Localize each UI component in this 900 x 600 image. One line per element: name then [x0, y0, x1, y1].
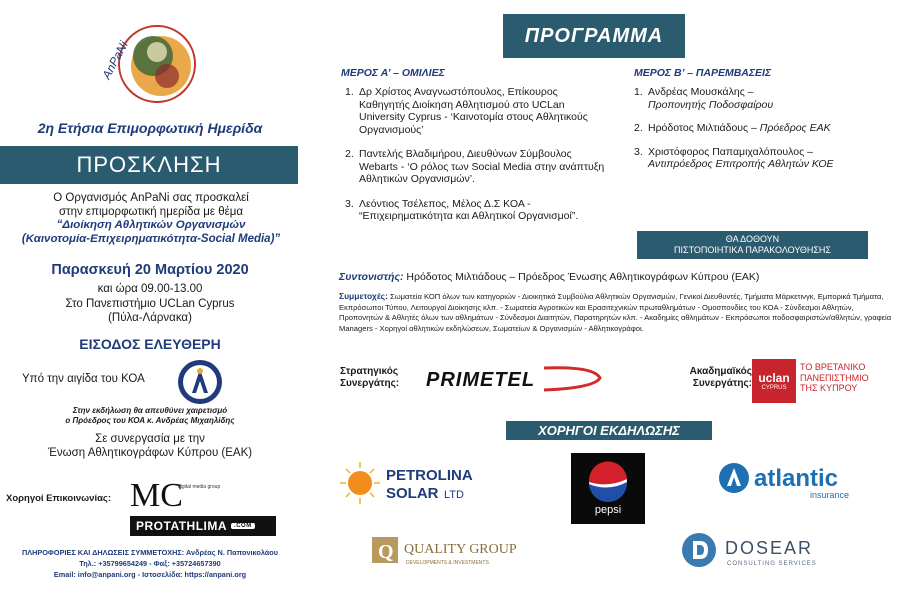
intro-line: Ο Οργανισμός AnPaNi σας προσκαλεί [53, 192, 249, 204]
event-title: 2η Ετήσια Επιμορφωτική Ημερίδα [37, 120, 263, 136]
item-role: Αντιπρόεδρος Επιτροπής Αθλητών ΚΟΕ [648, 158, 834, 170]
pepsi-globe-icon [588, 462, 628, 502]
part-a-list [345, 86, 607, 235]
protathlima-com: .COM [231, 523, 255, 529]
petrolina-text: PETROLINA [386, 467, 473, 484]
greeting-line: ο Πρόεδρος του ΚΟΑ κ. Ανδρέας Μιχαηλίδης [65, 416, 235, 425]
atlantic-logo [718, 460, 868, 500]
item-text: Λεόντιος Τσέλεπος, Μέλος Δ.Σ ΚΟΑ - “Επιχειρηματικότητα και Αθλητικοί Οργανισμοί”. [359, 197, 579, 222]
invite-heading: ΠΡΟΣΚΛΗΣΗ [0, 146, 298, 184]
contact-phone: Τηλ.: +35799654249 - Φαξ: +35724657390 [79, 559, 221, 568]
pepsi-logo [571, 453, 645, 524]
moderator-text: Ηρόδοτος Μιλτιάδους – Πρόεδρος Ένωσης Αθλητικογράφων Κύπρου (ΕΑΚ) [406, 271, 760, 283]
free-entry: ΕΙΣΟΔΟΣ ΕΛΕΥΘΕΡΗ [79, 336, 221, 352]
petrolina-logo [340, 458, 490, 508]
participants-label: Συμμετοχές: [339, 291, 388, 301]
part-a-heading: ΜΕΡΟΣ Α’ – ΟΜΙΛΙΕΣ [341, 67, 445, 79]
participants [339, 291, 894, 334]
cert-line: ΘΑ ΔΟΘΟΥΝ [725, 234, 780, 244]
list-item [634, 146, 894, 171]
list-item [345, 86, 607, 136]
pepsi-text: pepsi [594, 503, 622, 516]
protathlima-logo [130, 516, 276, 536]
list-item [634, 122, 894, 135]
contact-info [0, 547, 300, 580]
svg-text:Q: Q [378, 541, 394, 563]
uclan-logo [752, 359, 796, 403]
part-b-list [634, 86, 894, 182]
certificates-banner [637, 231, 868, 259]
intro-line: στην επιμορφωτική ημερίδα με θέμα [58, 205, 244, 218]
mc-logo-sub: digital media group [178, 484, 221, 490]
koa-logo [176, 357, 224, 407]
petrolina-solar: SOLAR [386, 485, 439, 502]
atlantic-text: atlantic [754, 465, 839, 492]
media-sponsors-label: Χορηγοί Επικοινωνίας: [6, 493, 112, 504]
mc-logo-text: MC [130, 477, 183, 514]
collaboration-note [0, 432, 300, 460]
uclan-tagline [800, 362, 869, 394]
academic-partner-label [666, 366, 752, 390]
item-number: 1. [345, 86, 354, 98]
dosear-logo [681, 530, 841, 570]
petrolina-ltd: LTD [444, 489, 464, 501]
mc-logo [130, 474, 221, 514]
event-time: και ώρα 09.00-13.00 [97, 283, 203, 295]
item-number: 1. [634, 86, 643, 98]
intro-theme: (Καινοτομία-Επιχειρηματικότητα-Social Media)” [21, 232, 281, 245]
uclan-logo-sub: CYPRUS [761, 385, 787, 391]
quality-sub: DEVELOPMENTS & INVESTMENTS [406, 560, 489, 566]
contact-title: ΠΛΗΡΟΦΟΡΙΕΣ ΚΑΙ ΔΗΛΩΣΕΙΣ ΣΥΜΜΕΤΟΧΗΣ: Ανδρέας Ν. Παπονικολάου [21, 548, 279, 557]
item-name: Ανδρέας Μουσκάλης – [648, 86, 754, 98]
item-text: Παντελής Βλαδιμήρου, Διευθύνων Σύμβουλος Webarts - ‘Ο ρόλος των Social Media στην ανάπτυξη Αθλητικών Οργανισμών’. [359, 148, 605, 185]
event-venue: Στο Πανεπιστήμιο UCLan Cyprus [65, 297, 235, 310]
program-heading: ΠΡΟΓΡΑΜΜΑ [503, 14, 685, 58]
item-number: 3. [634, 145, 643, 158]
item-number: 2. [345, 148, 354, 160]
greeting-line: Στην εκδήλωση θα απευθύνει χαιρετισμό [72, 406, 228, 415]
dosear-sub: CONSULTING SERVICES [727, 561, 817, 567]
label-line: Ακαδημαϊκός [689, 366, 752, 377]
list-item [345, 198, 607, 223]
intro-text [6, 192, 296, 246]
list-item [634, 86, 894, 111]
contact-email: Email: info@anpani.org - Ιστοσελίδα: https://anpani.org [53, 570, 247, 579]
protathlima-text: PROTATHLIMA [136, 519, 228, 533]
collab-line: Ένωση Αθλητικογράφων Κύπρου (ΕΑΚ) [47, 447, 253, 459]
intro-theme: “Διοίκηση Αθλητικών Οργανισμών [56, 219, 246, 231]
item-text: Δρ Χρίστος Αναγνωστόπουλος, Επίκουρος Καθηγητής Διοίκηση Αθλητισμού στο UCLan University Cyprus - ‘Καινοτομία στους Αθλητικούς Οργανισμούς’ [359, 86, 588, 136]
atlantic-sub: insurance [810, 490, 850, 500]
uclan-line: ΤΟ ΒΡΕΤΑΝΙΚΟ [800, 362, 866, 372]
item-role: Προπονητής Ποδοσφαίρου [648, 98, 774, 111]
cert-line: ΠΙΣΤΟΠΟΙΗΤΙΚΑ ΠΑΡΑΚΟΛΟΥΘΗΣΗΣ [674, 245, 831, 255]
logo-text: AnPaNi [99, 38, 131, 82]
primetel-logo [424, 364, 604, 394]
moderator [339, 271, 759, 283]
primetel-text: PRIMETEL [426, 369, 536, 391]
uclan-line: ΠΑΝΕΠΙΣΤΗΜΙΟ [800, 372, 869, 383]
aegis-text: Υπό την αιγίδα του ΚΟΑ [22, 373, 145, 385]
dosear-text: DOSEAR [725, 538, 814, 558]
label-line: Συνεργάτης: [692, 378, 752, 389]
item-name: Χριστόφορος Παπαμιχαλόπουλος – [648, 145, 813, 158]
sponsors-heading: ΧΟΡΗΓΟΙ ΕΚΔΗΛΩΣΗΣ [506, 421, 712, 440]
uclan-logo-text: uclan [758, 371, 790, 385]
quality-text: QUALITY GROUP [404, 542, 517, 557]
quality-group-logo [372, 533, 542, 569]
uclan-line: ΤΗΣ ΚΥΠΡΟΥ [800, 383, 858, 393]
event-venue-city: (Πύλα-Λάρνακα) [108, 312, 192, 324]
moderator-label: Συντονιστής: [339, 271, 404, 283]
label-line: Συνεργάτης: [340, 378, 400, 389]
collab-line: Σε συνεργασία με την [95, 433, 205, 445]
list-item [345, 148, 607, 186]
time-venue [0, 282, 300, 326]
part-b-heading: ΜΕΡΟΣ Β’ – ΠΑΡΕΜΒΑΣΕΙΣ [634, 67, 772, 79]
item-name: Ηρόδοτος Μιλτιάδους – [648, 122, 757, 134]
strategic-partner-label [340, 366, 399, 390]
item-role: Πρόεδρος ΕΑΚ [759, 122, 831, 134]
label-line: Στρατηγικός [340, 366, 399, 377]
event-date: Παρασκευή 20 Μαρτίου 2020 [51, 262, 249, 278]
greeting-note [0, 406, 300, 426]
anpani-logo [95, 6, 205, 116]
item-number: 3. [345, 197, 354, 210]
participants-text: Σωματεία ΚΟΠ όλων των κατηγοριών - Διοικητικά Συμβούλια Αθλητικών Οργανισμών, Γενικοί Διευθυντές, Τμήματα Μάρκετινγκ, Εμπορικά Τμήματα, Εκπρόσωποι Τύπου, Λειτουργοί Διοίκησης κλπ. - Σωματεία Αγροτικών και Ερασιτεχνικών πρωταθλημάτων - Ομοσπονδίες του ΚΟΑ - Σύνδεσμοι Αθλητών, Προπονητών & Αθλητές όλων των αθλημάτων - Σύνδεσμοι Διαιτητών, Παρατηρητών κλπ. - Ακαδημίες αθλημάτων - Εκπρόσωποι ποδοσφαιριστών/αθλητών, γραφεία Managers - Χορηγοί αθλητικών εκδηλώσεων, Σωματείων & Οργανισμών - Αθλητικογράφοι. [339, 292, 892, 333]
item-number: 2. [634, 122, 643, 134]
